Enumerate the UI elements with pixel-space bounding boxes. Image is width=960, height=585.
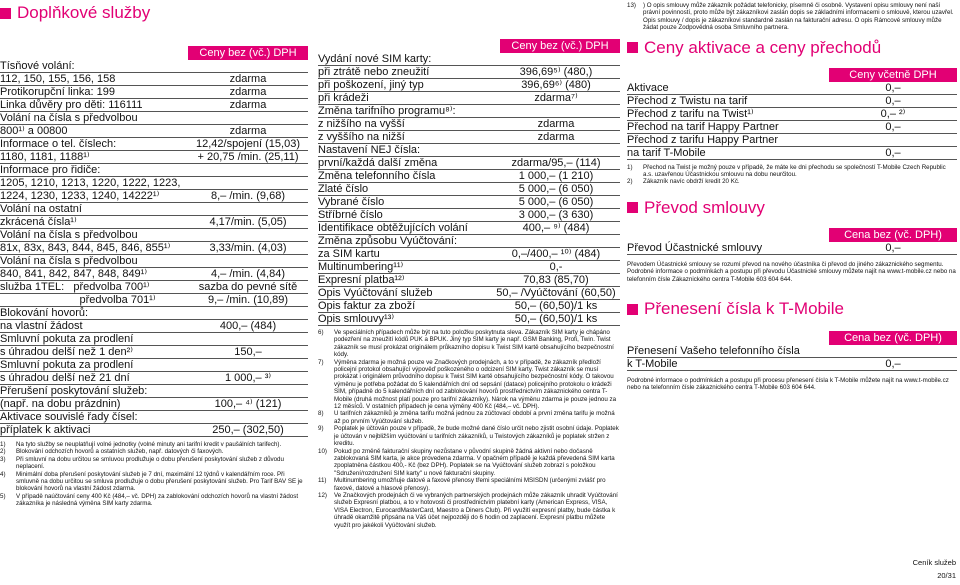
row-label: Změna tarifního programu⁸⁾: xyxy=(318,105,456,117)
footnote: 6) Ve speciálních případech může být na tuto položku poskytnuta sleva. Zákazník SIM karty je chápáno podezření na zneužití kódů PUK a BPUK. Jiný typ SIM karty je např. GSM Banking, Profi, Twin. Twist zákazník se musí prokázat originálem průkazního dopisu k Twist SIM kartě obsahujícího bezpečnostní kódy. xyxy=(318,329,614,359)
table-row xyxy=(318,274,620,287)
row-value: 9,– /min. (10,89) xyxy=(207,294,289,306)
section-title: Přenesení čísla k T-Mobile xyxy=(644,299,844,319)
table-row xyxy=(0,86,308,99)
porting-note: Podrobné informace o podmínkách a postupu při procesu přenesení čísla k T-Mobile můžete najít na www.t-mobile.cz nebo na telefonním čísle zákaznického centra T-Mobile 603 604 644. xyxy=(627,377,949,392)
row-value: 0,– xyxy=(885,358,901,371)
row-label: za SIM kartu xyxy=(318,248,380,260)
table-row xyxy=(627,345,957,358)
table-row xyxy=(0,307,308,320)
row-label: Stříbrné číslo xyxy=(318,209,383,221)
row-label: Volání na čísla s předvolbou xyxy=(0,112,138,124)
row-label: služba 1TEL: předvolba 700¹⁾ xyxy=(0,281,150,293)
row-value: 400,– ⁹⁾ (484) xyxy=(522,222,590,234)
row-label: 800¹⁾ a 00800 xyxy=(0,125,68,137)
row-label: s úhradou delší než 1 den²⁾ xyxy=(0,346,133,358)
section-title: Doplňkové služby xyxy=(17,3,151,22)
row-label: Přechod na tarif Happy Partner xyxy=(627,120,779,133)
row-value: 396,69⁶⁾ (480) xyxy=(521,79,591,91)
section-heading xyxy=(627,299,957,319)
table-row xyxy=(0,398,308,411)
row-value: 3,33/min. (4,03) xyxy=(209,242,287,254)
row-value: 400,– (484) xyxy=(219,320,277,332)
table-row xyxy=(627,242,957,255)
row-label: Tísňové volání: xyxy=(0,60,75,72)
table-row xyxy=(318,183,620,196)
footnote: 3) Při smluvní na dobu určitou se smluvou prodlužuje o dobu přerušení poskytování služeb z důvodu neplacení. xyxy=(0,455,284,471)
row-value: 100,– ⁴⁾ (121) xyxy=(214,398,282,410)
row-value: 8,– /min. (9,68) xyxy=(211,190,285,202)
table-row xyxy=(0,346,308,359)
footnote: 5) V případě naúčtování ceny 400 Kč (484,– vč. DPH) za zablokování odchozích hovorů na vlastní žádost zákazníka je následná výměna SIM karty zdarma. xyxy=(0,492,299,508)
row-value: 50,– /Vyúčtování (60,50) xyxy=(496,287,616,299)
row-label: (např. na dobu prázdnin) xyxy=(0,398,121,410)
table-row xyxy=(627,134,957,147)
table-row xyxy=(0,294,308,307)
table-row xyxy=(318,79,620,92)
row-value: zdarma/95,– (114) xyxy=(511,157,601,169)
row-label: Přerušení poskytování služeb: xyxy=(0,385,148,397)
table-row xyxy=(0,281,308,294)
footnote: 12) Ve Značkových prodejnách či ve vybraných partnerských prodejnách může zákazník uhradit Vyúčtování služeb Expresní platbou, a to v hotovosti či prostřednictvím platební karty (American Express, VISA, VISA Electron, EurocardMasterCard, Maestro a Diners Club). Při využití expresní platby, bude částka k úhradě okamžitě připsána na Váš účet nejpozději do 6 hodin od zaplacení. Expresní platbu můžete využít pro jakékoli Vyúčtování služeb. xyxy=(318,491,618,529)
table-row xyxy=(627,147,957,160)
row-value: 0,– xyxy=(885,81,901,94)
row-label: při poškození, jiný typ xyxy=(318,79,424,91)
row-label: 1180, 1181, 1188¹⁾ xyxy=(0,151,90,163)
row-label: Blokování hovorů: xyxy=(0,307,89,319)
row-label: z nižšího na vyšší xyxy=(318,118,405,130)
section-title: Ceny aktivace a ceny přechodů xyxy=(644,37,882,57)
footnote: 2) Blokování odchozích hovorů a ostatních služeb, např. datových či faxových. xyxy=(0,448,224,456)
price-header: Cena bez (vč. DPH) xyxy=(829,331,957,345)
row-label: Informace pro řidiče: xyxy=(0,164,101,176)
footnote: 9) Poplatek je účtován pouze v případě, že bude možné dané číslo určit nebo zjistit osobní údaje. Poplatek je účtován v nejbližším vyúčtování u tarifních zákazníků, u Twistových zákazníků je poplatek stržen z kreditu. xyxy=(318,425,619,448)
table-row xyxy=(318,144,620,157)
row-value: zdarma xyxy=(229,125,267,137)
transfer-note: Převodem Účastnické smlouvy se rozumí převod na nového účastníka či převod do jiného zákaznického segmentu. Podrobné informace o podmínkách a postupu při převodu Účastnické smlouvy můžete najít na www.t-mobile.cz nebo na telefonním čísle Zákaznického centra T-Mobile 603 604 644. xyxy=(627,260,956,283)
table-row xyxy=(0,73,308,86)
table-row xyxy=(318,131,620,144)
table-row xyxy=(627,108,957,121)
row-label: 81x, 83x, 843, 844, 845, 846, 855¹⁾ xyxy=(0,242,171,254)
table-row xyxy=(0,229,308,242)
magenta-square-icon xyxy=(0,8,11,19)
row-label: Multinumbering¹¹⁾ xyxy=(318,261,404,273)
row-value: 150,– xyxy=(234,346,262,358)
table-row xyxy=(318,105,620,118)
footnote: 4) Minimální doba přerušení poskytování služeb je 7 dní, maximální 12 týdnů v kalendářním roce. Při smluvně na dobu určitou se smluva prodlužuje o dobu přerušení poskytování služeb. Pro Tarif BAV SE je blokování hovorů na vlastní žádost zdarma. xyxy=(0,470,303,493)
table-row xyxy=(318,170,620,183)
row-label: Protikorupční linka: 199 xyxy=(0,86,115,98)
column-activation-transfer xyxy=(627,0,957,392)
price-table xyxy=(627,345,957,371)
table-row xyxy=(627,121,957,134)
row-label: Volání na čísla s předvolbou xyxy=(0,229,138,241)
row-value: 396,69⁵⁾ (480,) xyxy=(519,66,593,78)
table-row xyxy=(0,255,308,268)
table-row xyxy=(0,164,308,177)
row-label: Převod Účastnické smlouvy xyxy=(627,241,763,254)
footnotes xyxy=(627,164,957,186)
price-header: Ceny bez (vč.) DPH xyxy=(500,39,620,53)
price-header: Cena bez (vč. DPH) xyxy=(829,228,957,242)
section-heading xyxy=(627,198,957,218)
row-label: Nastavení NEJ čísla: xyxy=(318,144,421,156)
row-value: 50,– (60,50)/1 ks xyxy=(514,300,598,312)
row-value: 4,– /min. (4,84) xyxy=(211,268,285,280)
row-label: Opis smlouvy¹³⁾ xyxy=(318,313,395,325)
footnote: 1) Přechod na Twist je možný pouze v případě, že máte ke dni přechodu se společností T-Mobile Czech Republic a.s. uzavřenou Účastnickou smlouvu na dobu neurčitou. xyxy=(627,163,946,179)
row-label: k T-Mobile xyxy=(627,358,678,371)
table-row xyxy=(0,242,308,255)
row-value: zdarma xyxy=(229,99,267,111)
table-row xyxy=(0,112,308,125)
page-footer xyxy=(913,558,956,580)
row-value: 5 000,– (6 050) xyxy=(518,183,594,195)
table-row xyxy=(318,66,620,79)
table-row xyxy=(0,359,308,372)
row-label: Vybrané číslo xyxy=(318,196,385,208)
row-label: Přechod z tarifu Happy Partner xyxy=(627,133,779,146)
magenta-square-icon xyxy=(627,42,638,53)
row-label: 112, 150, 155, 156, 158 xyxy=(0,73,116,85)
row-label: Přechod z tarifu na Twist¹⁾ xyxy=(627,107,754,120)
row-label: Identifikace obtěžujících volání xyxy=(318,222,468,234)
section-heading xyxy=(0,3,308,23)
column-sim-services xyxy=(318,0,620,529)
row-value: 0,– ²⁾ xyxy=(880,107,906,120)
footnote: 11) Multinumbering umožňuje datové a faxové přenosy třemi speciálními MSISDN (určenými zvlášť pro faxové, datové a hlasové přenosy). xyxy=(318,477,606,492)
table-row xyxy=(0,203,308,216)
price-table xyxy=(318,53,620,326)
row-value: sazba do pevné sítě xyxy=(198,281,298,293)
table-row xyxy=(318,235,620,248)
row-value: 3 000,– (3 630) xyxy=(518,209,594,221)
price-header: Ceny bez (vč.) DPH xyxy=(188,46,308,60)
table-row xyxy=(318,118,620,131)
table-row xyxy=(0,125,308,138)
row-value: + 20,75 /min. (25,11) xyxy=(197,151,299,163)
row-value: zdarma⁷⁾ xyxy=(534,92,578,104)
footer-label: Ceník služeb xyxy=(912,558,956,567)
price-table xyxy=(0,60,308,437)
footnote: 1) Na tyto služby se neuplatňují volné jednotky (volné minuty ani tarifní kredit v paušálních tarifech). xyxy=(0,441,282,448)
row-label: Smluvní pokuta za prodlení xyxy=(0,333,134,345)
row-value: 0,- xyxy=(549,261,563,273)
footnotes xyxy=(318,329,620,529)
contract-copy-note: 13) ) O opis smlouvy může zákazník požádat telefonicky, písemně či osobně. Vystavení opisu smlouvy není naší právní povinností, proto může být zákazníkovi zaslán dopis se základními informacemi o smlouvě, kterou uzavřel. Opis smlouvy / dopis je zákazníkovi standardně zaslán na fakturační adresu. O opis Rámcové smlouvy může žádat pouze Zodpovědná osoba Smluvního partnera. xyxy=(627,2,954,32)
table-row xyxy=(0,60,308,73)
magenta-square-icon xyxy=(627,202,638,213)
table-row xyxy=(0,424,308,437)
table-row xyxy=(318,287,620,300)
table-row xyxy=(318,157,620,170)
row-value: 0,– xyxy=(885,241,901,254)
table-row xyxy=(0,385,308,398)
row-label: Informace o tel. číslech: xyxy=(0,138,117,150)
row-label: Změna způsobu Vyúčtování: xyxy=(318,235,458,247)
row-value: 12,42/spojení (15,03) xyxy=(196,138,300,150)
footnote: 10) Pokud po změně fakturační skupiny nezůstane v původní skupině žádná aktivní nebo dočasně zablokovaná SIM karta, je akce provedena zdarma. V opačném případě je každá převedená SIM karta zpoplatněna částkou 400,- Kč (bez DPH). Poplatek se na Vyúčtování služeb zobrazí s položkou "Sdružení/rozdružení SIM karty" u nové fakturační skupiny. xyxy=(318,447,615,477)
row-value: zdarma xyxy=(537,131,575,143)
table-row xyxy=(318,248,620,261)
row-label: Vydání nové SIM karty: xyxy=(318,53,432,65)
table-row xyxy=(627,95,957,108)
row-value: 5 000,– (6 050) xyxy=(518,196,594,208)
section-title: Převod smlouvy xyxy=(644,197,765,217)
table-row xyxy=(318,313,620,326)
row-label: první/každá další změna xyxy=(318,157,438,169)
row-label: Volání na ostatní xyxy=(0,203,82,215)
row-label: při krádeži xyxy=(318,92,369,104)
row-value: 1 000,– (1 210) xyxy=(518,170,594,182)
row-label: Zlaté číslo xyxy=(318,183,369,195)
row-value: 0,– xyxy=(885,146,901,159)
footnote: 2) Zákazník navíc obdrží kredit 20 Kč. xyxy=(627,178,740,186)
table-row xyxy=(318,196,620,209)
table-row xyxy=(0,268,308,281)
price-header: Ceny včetně DPH xyxy=(829,68,957,82)
table-row xyxy=(0,138,308,151)
row-label: s úhradou delší než 21 dní xyxy=(0,372,130,384)
row-label: Aktivace xyxy=(627,81,669,94)
table-row xyxy=(0,320,308,333)
row-label: 1205, 1210, 1213, 1220, 1222, 1223, xyxy=(0,177,181,189)
row-label: Linka důvěry pro děti: 116111 xyxy=(0,99,143,111)
table-row xyxy=(318,261,620,274)
table-row xyxy=(0,372,308,385)
row-label: 840, 841, 842, 847, 848, 849¹⁾ xyxy=(0,268,148,280)
row-label: Aktivace souvislé řady čísel: xyxy=(0,411,138,423)
table-row xyxy=(0,333,308,346)
row-value: 1 000,– ³⁾ xyxy=(224,372,272,384)
row-label: příplatek k aktivaci xyxy=(0,424,91,436)
section-heading xyxy=(627,38,957,58)
price-table xyxy=(627,82,957,160)
row-label: na vlastní žádost xyxy=(0,320,83,332)
row-label: Změna telefonního čísla xyxy=(318,170,436,182)
row-label: 1224, 1230, 1233, 1240, 14222¹⁾ xyxy=(0,190,160,202)
row-label: Přenesení Vašeho telefonního čísla xyxy=(627,345,800,358)
row-label: Opis faktur za zboží xyxy=(318,300,416,312)
table-row xyxy=(0,190,308,203)
table-row xyxy=(627,358,957,371)
row-label: zkrácená čísla¹⁾ xyxy=(0,216,77,228)
column-additional-services xyxy=(0,0,308,508)
table-row xyxy=(0,151,308,164)
table-row xyxy=(0,411,308,424)
table-row xyxy=(318,92,620,105)
row-value: zdarma xyxy=(229,73,267,85)
row-label: Přechod z Twistu na tarif xyxy=(627,94,748,107)
row-value: 250,– (302,50) xyxy=(212,424,284,436)
row-label: na tarif T-Mobile xyxy=(627,146,706,159)
row-value: 4,17/min. (5,05) xyxy=(209,216,287,228)
row-label: Opis Vyúčtování služeb xyxy=(318,287,433,299)
footnote: 8) U tarifních zákazníků je změna tarifu možná jednou za zúčtovací období a první změna tarifu je možná až po prvním Vyúčtování služeb. xyxy=(318,410,615,425)
table-row xyxy=(627,82,957,95)
price-table xyxy=(627,242,957,255)
table-row xyxy=(318,53,620,66)
page-number: 20/31 xyxy=(937,571,956,580)
row-value: 50,– (60,50)/1 ks xyxy=(514,313,598,325)
footnotes xyxy=(0,441,308,508)
table-row xyxy=(0,216,308,229)
row-label: Smluvní pokuta za prodlení xyxy=(0,359,134,371)
row-label: z vyššího na nižší xyxy=(318,131,405,143)
table-row xyxy=(318,222,620,235)
table-row xyxy=(0,177,308,190)
row-label: při ztrátě nebo zneužití xyxy=(318,66,430,78)
table-row xyxy=(318,209,620,222)
row-value: zdarma xyxy=(537,118,575,130)
row-label: předvolba 701¹⁾ xyxy=(0,294,156,306)
row-value: 0,–/400,– ¹⁰⁾ (484) xyxy=(511,248,601,260)
row-value: zdarma xyxy=(229,86,267,98)
row-value: 0,– xyxy=(885,94,901,107)
row-label: Expresní platba¹²⁾ xyxy=(318,274,405,286)
row-value: 0,– xyxy=(885,120,901,133)
row-value: 70,83 (85,70) xyxy=(523,274,589,286)
magenta-square-icon xyxy=(627,304,638,315)
row-label: Volání na čísla s předvolbou xyxy=(0,255,138,267)
table-row xyxy=(318,300,620,313)
table-row xyxy=(0,99,308,112)
footnote: 7) Výměna zdarma je možná pouze ve Značkových prodejnách, a to v případě, že zákazník předloží policejní protokol obsahující výpověď poškozeného o odcizení SIM karty. Twist zákazník se musí prokázat i originálem průvodního dopisu k Twist SIM kartě obsahujícího bezpečnostní kódy. O takovou výměnu je potřeba požádat do 5 kalendářních dní od sepsání (datace) policejního protokolu o krádeži SIM, případně do 5 kalendářních dní od zablokování hovorů prostřednictvím zákaznického centra T-Mobile (druhá možnost platí pouze pro tarifní zákazníky). Nárok na výměnu zdarma je pouze jednou za 12 měsíců. V ostatních případech je cena výměny 400 Kč (484,– vč. DPH). xyxy=(318,358,617,411)
